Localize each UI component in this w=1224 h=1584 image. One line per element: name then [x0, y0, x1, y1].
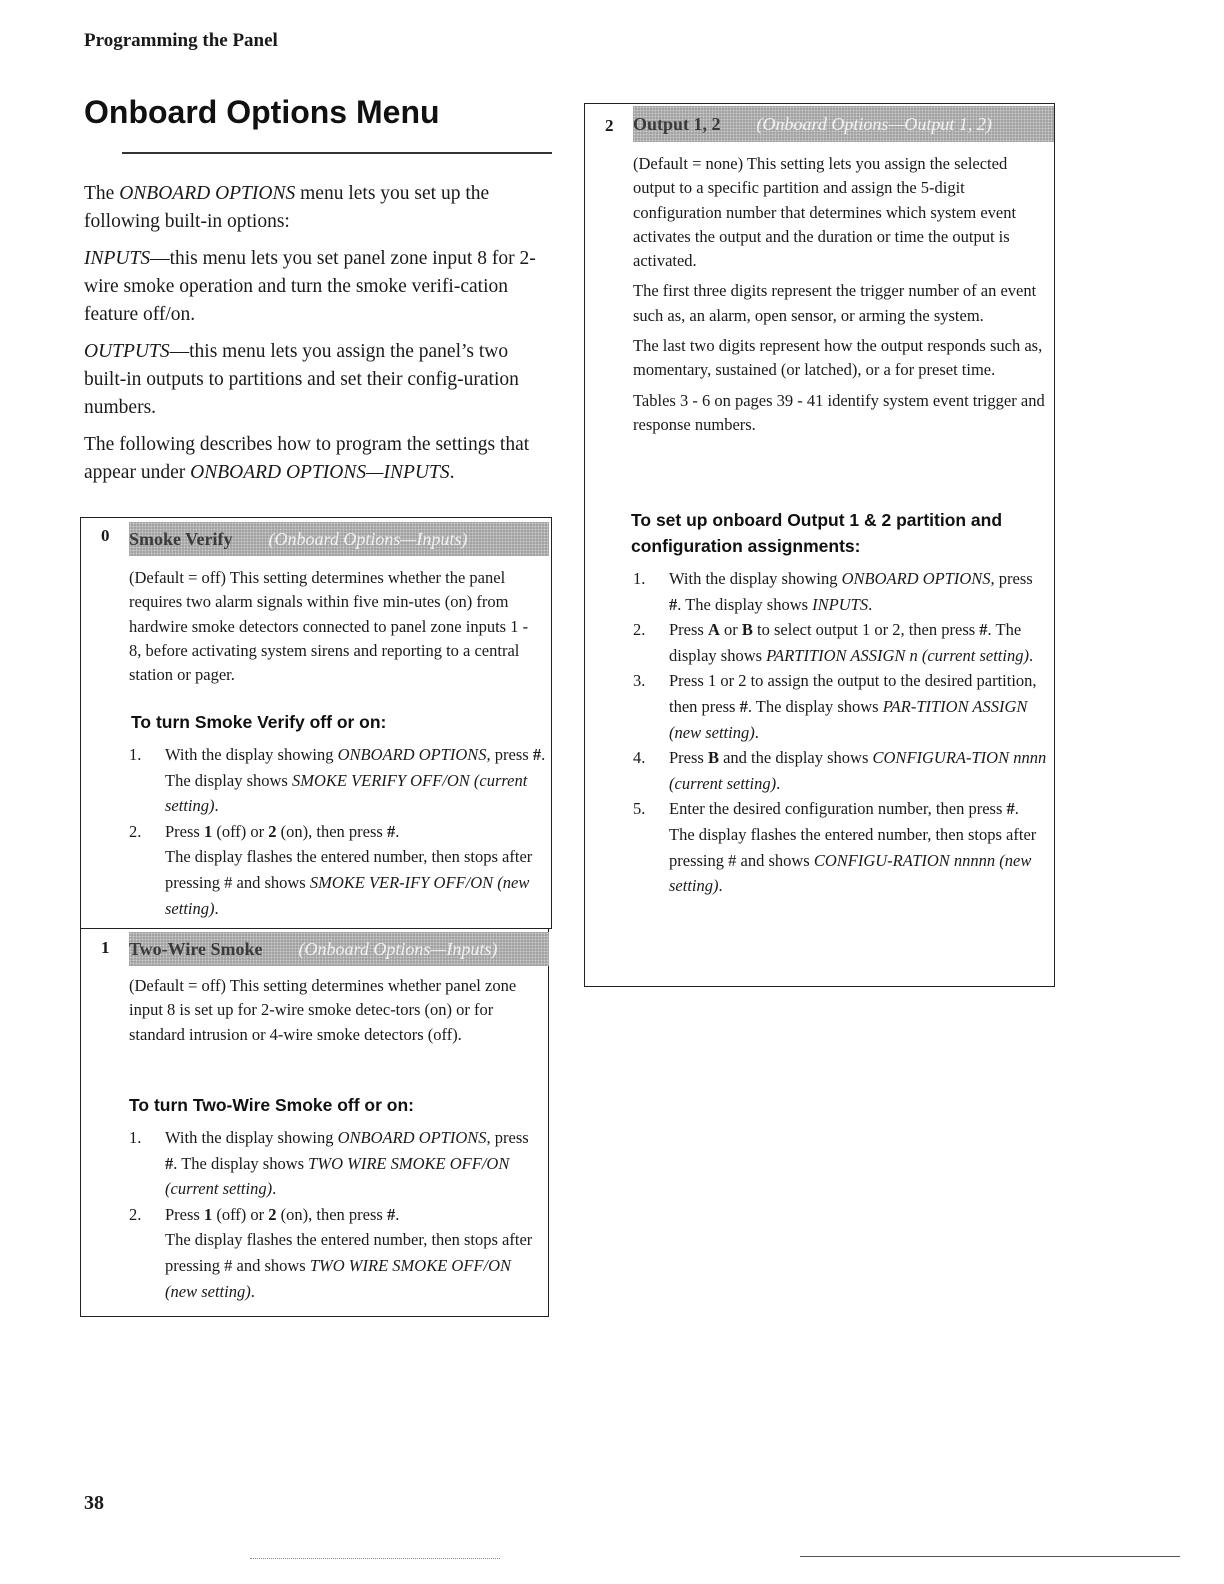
- list-item: 3. Press 1 or 2 to assign the output to the desired partition, then press #. The display shows PAR-TITION ASSIGN (new setting).: [633, 671, 1037, 742]
- description-paragraph: The last two digits represent how the output responds such as, momentary, sustained (or latched), or a for preset time.: [633, 336, 1043, 380]
- option-heading-bar: [633, 106, 1054, 142]
- list-item: 1. With the display showing ONBOARD OPTIONS, press #. The display shows INPUTS.: [633, 569, 1033, 614]
- two-wire-smoke-box: [80, 928, 549, 1317]
- option-heading-context: (Onboard Options—Inputs): [268, 529, 468, 549]
- option-heading: Two-Wire Smoke: [129, 939, 263, 959]
- option-heading-context: (Onboard Options—Output 1, 2): [756, 114, 992, 134]
- list-item: 4. Press B and the display shows CONFIGURA-TION nnnn (current setting).: [633, 748, 1047, 793]
- page-title: Onboard Options Menu: [84, 94, 440, 130]
- intro-paragraph-1: The ONBOARD OPTIONS menu lets you set up the following built-in options:: [84, 183, 490, 232]
- intro-paragraph-outputs: OUTPUTS—this menu lets you assign the panel’s two built-in outputs to partitions and set their config-uration numbers.: [84, 341, 519, 418]
- option-heading-bar: [129, 932, 549, 966]
- option-description: (Default = off) This setting determines whether the panel requires two alarm signals within five min-utes (on) from hardwire smoke detectors connected to panel zone inputs 1 - 8, before activating system sirens and reporting to a central station or pager.: [129, 568, 529, 685]
- intro-paragraph-4: The following describes how to program the settings that appear under ONBOARD OPTIONS—INPUTS.: [84, 434, 530, 483]
- page-number: 38: [84, 1492, 104, 1514]
- smoke-verify-box: [80, 517, 552, 929]
- option-heading-bar: [129, 522, 549, 556]
- description-paragraph: Tables 3 - 6 on pages 39 - 41 identify system event trigger and response numbers.: [633, 390, 1045, 434]
- scan-artifact: [800, 1556, 1180, 1557]
- list-item: 1. With the display showing ONBOARD OPTIONS, press #. The display shows SMOKE VERIFY OFF/ON (current setting).: [129, 745, 546, 816]
- option-heading-context: (Onboard Options—Inputs): [298, 939, 498, 959]
- procedure-heading: To turn Two-Wire Smoke off or on:: [129, 1095, 414, 1115]
- intro-text: [84, 180, 554, 496]
- option-number: 2: [605, 116, 614, 135]
- output-box: [584, 103, 1055, 987]
- option-number: 1: [101, 938, 110, 957]
- title-rule: [122, 152, 552, 154]
- list-item: 2. Press 1 (off) or 2 (on), then press #. The display flashes the entered number, then stops after pressing # and shows TWO WIRE SMOKE OFF/ON (new setting).: [129, 1204, 533, 1301]
- procedure-steps: [633, 566, 1047, 899]
- option-heading: Smoke Verify: [129, 529, 233, 549]
- list-item: 1. With the display showing ONBOARD OPTIONS, press #. The display shows TWO WIRE SMOKE OFF/ON (current setting).: [129, 1128, 529, 1199]
- list-item: 5. Enter the desired configuration number, then press #. The display flashes the entered number, then stops after pressing # and shows CONFIGU-RATION nnnnn (new setting).: [633, 799, 1037, 896]
- list-item: 2. Press 1 (off) or 2 (on), then press #. The display flashes the entered number, then stops after pressing # and shows SMOKE VER-IFY OFF/ON (new setting).: [129, 821, 533, 918]
- description-paragraph: (Default = none) This setting lets you assign the selected output to a specific partition and assign the 5-digit configuration number that determines which system event activates the output and the duration or time the output is activated.: [633, 154, 1017, 271]
- procedure-heading: To turn Smoke Verify off or on:: [131, 712, 387, 732]
- procedure-steps: [129, 742, 547, 921]
- scan-artifact: [250, 1558, 500, 1559]
- option-description: (Default = off) This setting determines whether panel zone input 8 is set up for 2-wire smoke detec-tors (on) or for standard intrusion or 4-wire smoke detectors (off).: [129, 976, 517, 1044]
- running-head: Programming the Panel: [84, 30, 278, 51]
- option-number: 0: [101, 526, 110, 545]
- option-description: [633, 152, 1051, 443]
- intro-paragraph-inputs: INPUTS—this menu lets you set panel zone input 8 for 2-wire smoke operation and turn the smoke verifi-cation feature off/on.: [84, 248, 536, 325]
- description-paragraph: The first three digits represent the trigger number of an event such as, an alarm, open sensor, or arming the system.: [633, 281, 1037, 325]
- procedure-steps: [129, 1125, 539, 1304]
- procedure-heading: To set up onboard Output 1 & 2 partition and configuration assignments:: [631, 510, 1003, 556]
- list-item: 2. Press A or B to select output 1 or 2, then press #. The display shows PARTITION ASSIGN n (current setting).: [633, 620, 1034, 665]
- option-heading: Output 1, 2: [633, 114, 721, 134]
